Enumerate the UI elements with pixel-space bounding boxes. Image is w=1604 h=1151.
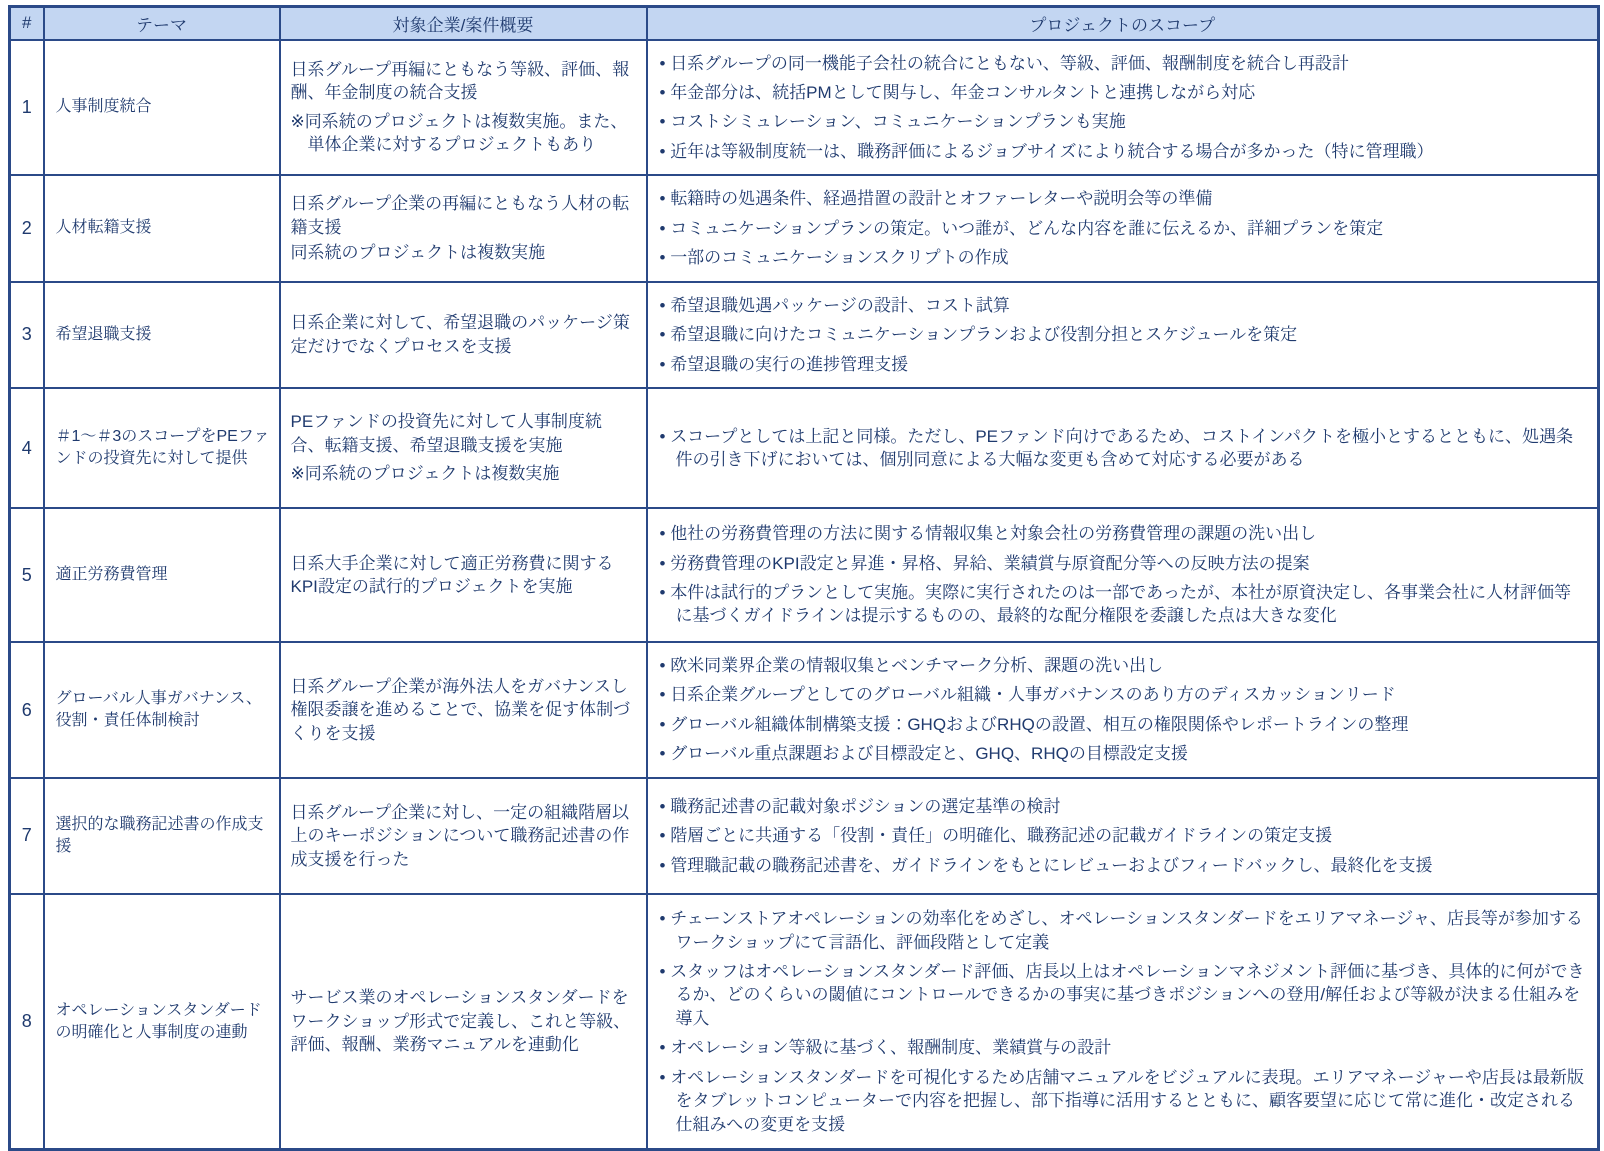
header-overview: 対象企業/案件概要: [280, 7, 647, 40]
overview-paragraph: 日系グループ企業が海外法人をガバナンスし権限委譲を進めることで、協業を促す体制づくりを支援: [290, 676, 631, 743]
header-theme: テーマ: [44, 7, 280, 40]
row-number: 6: [10, 642, 44, 778]
scope-bullet-item: • オペレーション等級に基づく、報酬制度、業績賞与の設計: [660, 1036, 1588, 1059]
row-number: 3: [10, 282, 44, 388]
scope-cell: [647, 282, 1599, 388]
scope-bullet-item: • 希望退職に向けたコミュニケーションプランおよび役割分担とスケジュールを策定: [660, 323, 1588, 346]
overview-paragraph: 同系統のプロジェクトは複数実施: [290, 243, 546, 263]
overview-paragraph: ※同系統のプロジェクトは複数実施: [290, 464, 560, 484]
theme-cell: ＃1～＃3のスコープをPEファンドの投資先に対して提供: [44, 388, 280, 508]
header-row: [10, 7, 1599, 40]
scope-bullet-item: • コミュニケーションプランの策定。いつ誰が、どんな内容を誰に伝えるか、詳細プランを策定: [660, 217, 1588, 240]
scope-bullet-item: • 希望退職処遇パッケージの設計、コスト試算: [660, 294, 1588, 317]
overview-cell: [280, 40, 647, 176]
scope-cell: [647, 175, 1599, 281]
theme-cell: 適正労務費管理: [44, 508, 280, 642]
row-number: 1: [10, 40, 44, 176]
scope-cell: [647, 508, 1599, 642]
table-row: [10, 388, 1599, 508]
table-row: [10, 508, 1599, 642]
project-table-container: [8, 5, 1597, 1151]
theme-cell: 希望退職支援: [44, 282, 280, 388]
scope-bullet-item: • オペレーションスタンダードを可視化するため店舗マニュアルをビジュアルに表現。エリアマネージャーや店長は最新版をタブレットコンピューターで内容を把握し、部下指導に活用するとともに、顧客要望に応じて常に進化・改定される仕組みへの変更を支援: [660, 1066, 1588, 1136]
scope-bullet-item: • コストシミュレーション、コミュニケーションプランも実施: [660, 110, 1588, 133]
scope-bullet-item: • 管理職記載の職務記述書を、ガイドラインをもとにレビューおよびフィードバックし、最終化を支援: [660, 854, 1588, 877]
row-number: 5: [10, 508, 44, 642]
scope-cell: [647, 894, 1599, 1150]
scope-cell: [647, 388, 1599, 508]
table-row: [10, 642, 1599, 778]
scope-cell: [647, 778, 1599, 894]
theme-cell: オペレーションスタンダードの明確化と人事制度の連動: [44, 894, 280, 1150]
overview-cell: [280, 508, 647, 642]
overview-paragraph: 日系グループ企業に対し、一定の組織階層以上のキーポジションについて職務記述書の作成支援を行った: [290, 802, 630, 869]
scope-bullet-item: • 年金部分は、統括PMとして関与し、年金コンサルタントと連携しながら対応: [660, 81, 1588, 104]
scope-bullet-item: • 日系グループの同一機能子会社の統合にともない、等級、評価、報酬制度を統合し再設計: [660, 52, 1588, 75]
theme-cell: 人事制度統合: [44, 40, 280, 176]
table-row: [10, 894, 1599, 1150]
scope-bullet-item: • 転籍時の処遇条件、経過措置の設計とオファーレターや説明会等の準備: [660, 187, 1588, 210]
table-row: [10, 175, 1599, 281]
scope-bullet-item: • 労務費管理のKPI設定と昇進・昇格、昇給、業績賞与原資配分等への反映方法の提案: [660, 552, 1588, 575]
scope-bullet-item: • 近年は等級制度統一は、職務評価によるジョブサイズにより統合する場合が多かった（特に管理職）: [660, 140, 1588, 163]
scope-bullet-item: • チェーンストアオペレーションの効率化をめざし、オペレーションスタンダードをエリアマネージャ、店長等が参加するワークショップにて言語化、評価段階として定義: [660, 907, 1588, 954]
scope-bullet-item: • 欧米同業界企業の情報収集とベンチマーク分析、課題の洗い出し: [660, 654, 1588, 677]
overview-cell: [280, 642, 647, 778]
scope-cell: [647, 40, 1599, 176]
theme-cell: 選択的な職務記述書の作成支援: [44, 778, 280, 894]
scope-bullet-item: • グローバル重点課題および目標設定と、GHQ、RHQの目標設定支援: [660, 742, 1588, 765]
scope-bullet-item: • グローバル組織体制構築支援：GHQおよびRHQの設置、相互の権限関係やレポートラインの整理: [660, 713, 1588, 736]
overview-paragraph: 日系グループ再編にともなう等級、評価、報酬、年金制度の統合支援: [290, 60, 630, 103]
table-row: [10, 40, 1599, 176]
theme-cell: 人材転籍支援: [44, 175, 280, 281]
scope-cell: [647, 642, 1599, 778]
overview-paragraph: 日系大手企業に対して適正労務費に関するKPI設定の試行的プロジェクトを実施: [290, 553, 614, 597]
scope-bullet-item: • 職務記述書の記載対象ポジションの選定基準の検討: [660, 795, 1588, 818]
row-number: 4: [10, 388, 44, 508]
overview-cell: [280, 282, 647, 388]
overview-paragraph: PEファンドの投資先に対して人事制度統合、転籍支援、希望退職支援を実施: [290, 412, 602, 455]
scope-bullet-item: • スコープとしては上記と同様。ただし、PEファンド向けであるため、コストインパクトを極小とするとともに、処遇条件の引き下げにおいては、個別同意による大幅な変更も含めて対応する必要がある: [660, 425, 1588, 472]
overview-cell: [280, 778, 647, 894]
scope-bullet-item: • 階層ごとに共通する「役割・責任」の明確化、職務記述の記載ガイドラインの策定支援: [660, 824, 1588, 847]
table-body: [10, 40, 1599, 1150]
header-scope: プロジェクトのスコープ: [647, 7, 1599, 40]
overview-paragraph: ※同系統のプロジェクトは複数実施。また、単体企業に対するプロジェクトもあり: [290, 111, 628, 155]
scope-bullet-item: • 一部のコミュニケーションスクリプトの作成: [660, 246, 1588, 269]
overview-cell: [280, 894, 647, 1150]
projects-table: [8, 5, 1600, 1151]
row-number: 2: [10, 175, 44, 281]
overview-cell: [280, 175, 647, 281]
scope-bullet-item: • 他社の労務費管理の方法に関する情報収集と対象会社の労務費管理の課題の洗い出し: [660, 522, 1588, 545]
table-row: [10, 282, 1599, 388]
scope-bullet-item: • スタッフはオペレーションスタンダード評価、店長以上はオペレーションマネジメント評価に基づき、具体的に何ができるか、どのくらいの閾値にコントロールできるかの事実に基づきポジションへの登用/解任および等級が決まる仕組みを導入: [660, 960, 1588, 1030]
overview-paragraph: サービス業のオペレーションスタンダードをワークショップ形式で定義し、これと等級、評価、報酬、業務マニュアルを連動化: [290, 988, 631, 1055]
overview-paragraph: 日系企業に対して、希望退職のパッケージ策定だけでなくプロセスを支援: [290, 313, 630, 356]
scope-bullet-item: • 本件は試行的プランとして実施。実際に実行されたのは一部であったが、本社が原資決定し、各事業会社に人材評価等に基づくガイドラインは提示するものの、最終的な配分権限を委譲した点は大きな変化: [660, 581, 1588, 628]
row-number: 7: [10, 778, 44, 894]
overview-paragraph: 日系グループ企業の再編にともなう人材の転籍支援: [290, 194, 630, 237]
overview-cell: [280, 388, 647, 508]
header-number: #: [10, 7, 44, 40]
scope-bullet-item: • 希望退職の実行の進捗管理支援: [660, 353, 1588, 376]
scope-bullet-item: • 日系企業グループとしてのグローバル組織・人事ガバナンスのあり方のディスカッションリード: [660, 683, 1588, 706]
row-number: 8: [10, 894, 44, 1150]
table-row: [10, 778, 1599, 894]
theme-cell: グローバル人事ガバナンス、役割・責任体制検討: [44, 642, 280, 778]
